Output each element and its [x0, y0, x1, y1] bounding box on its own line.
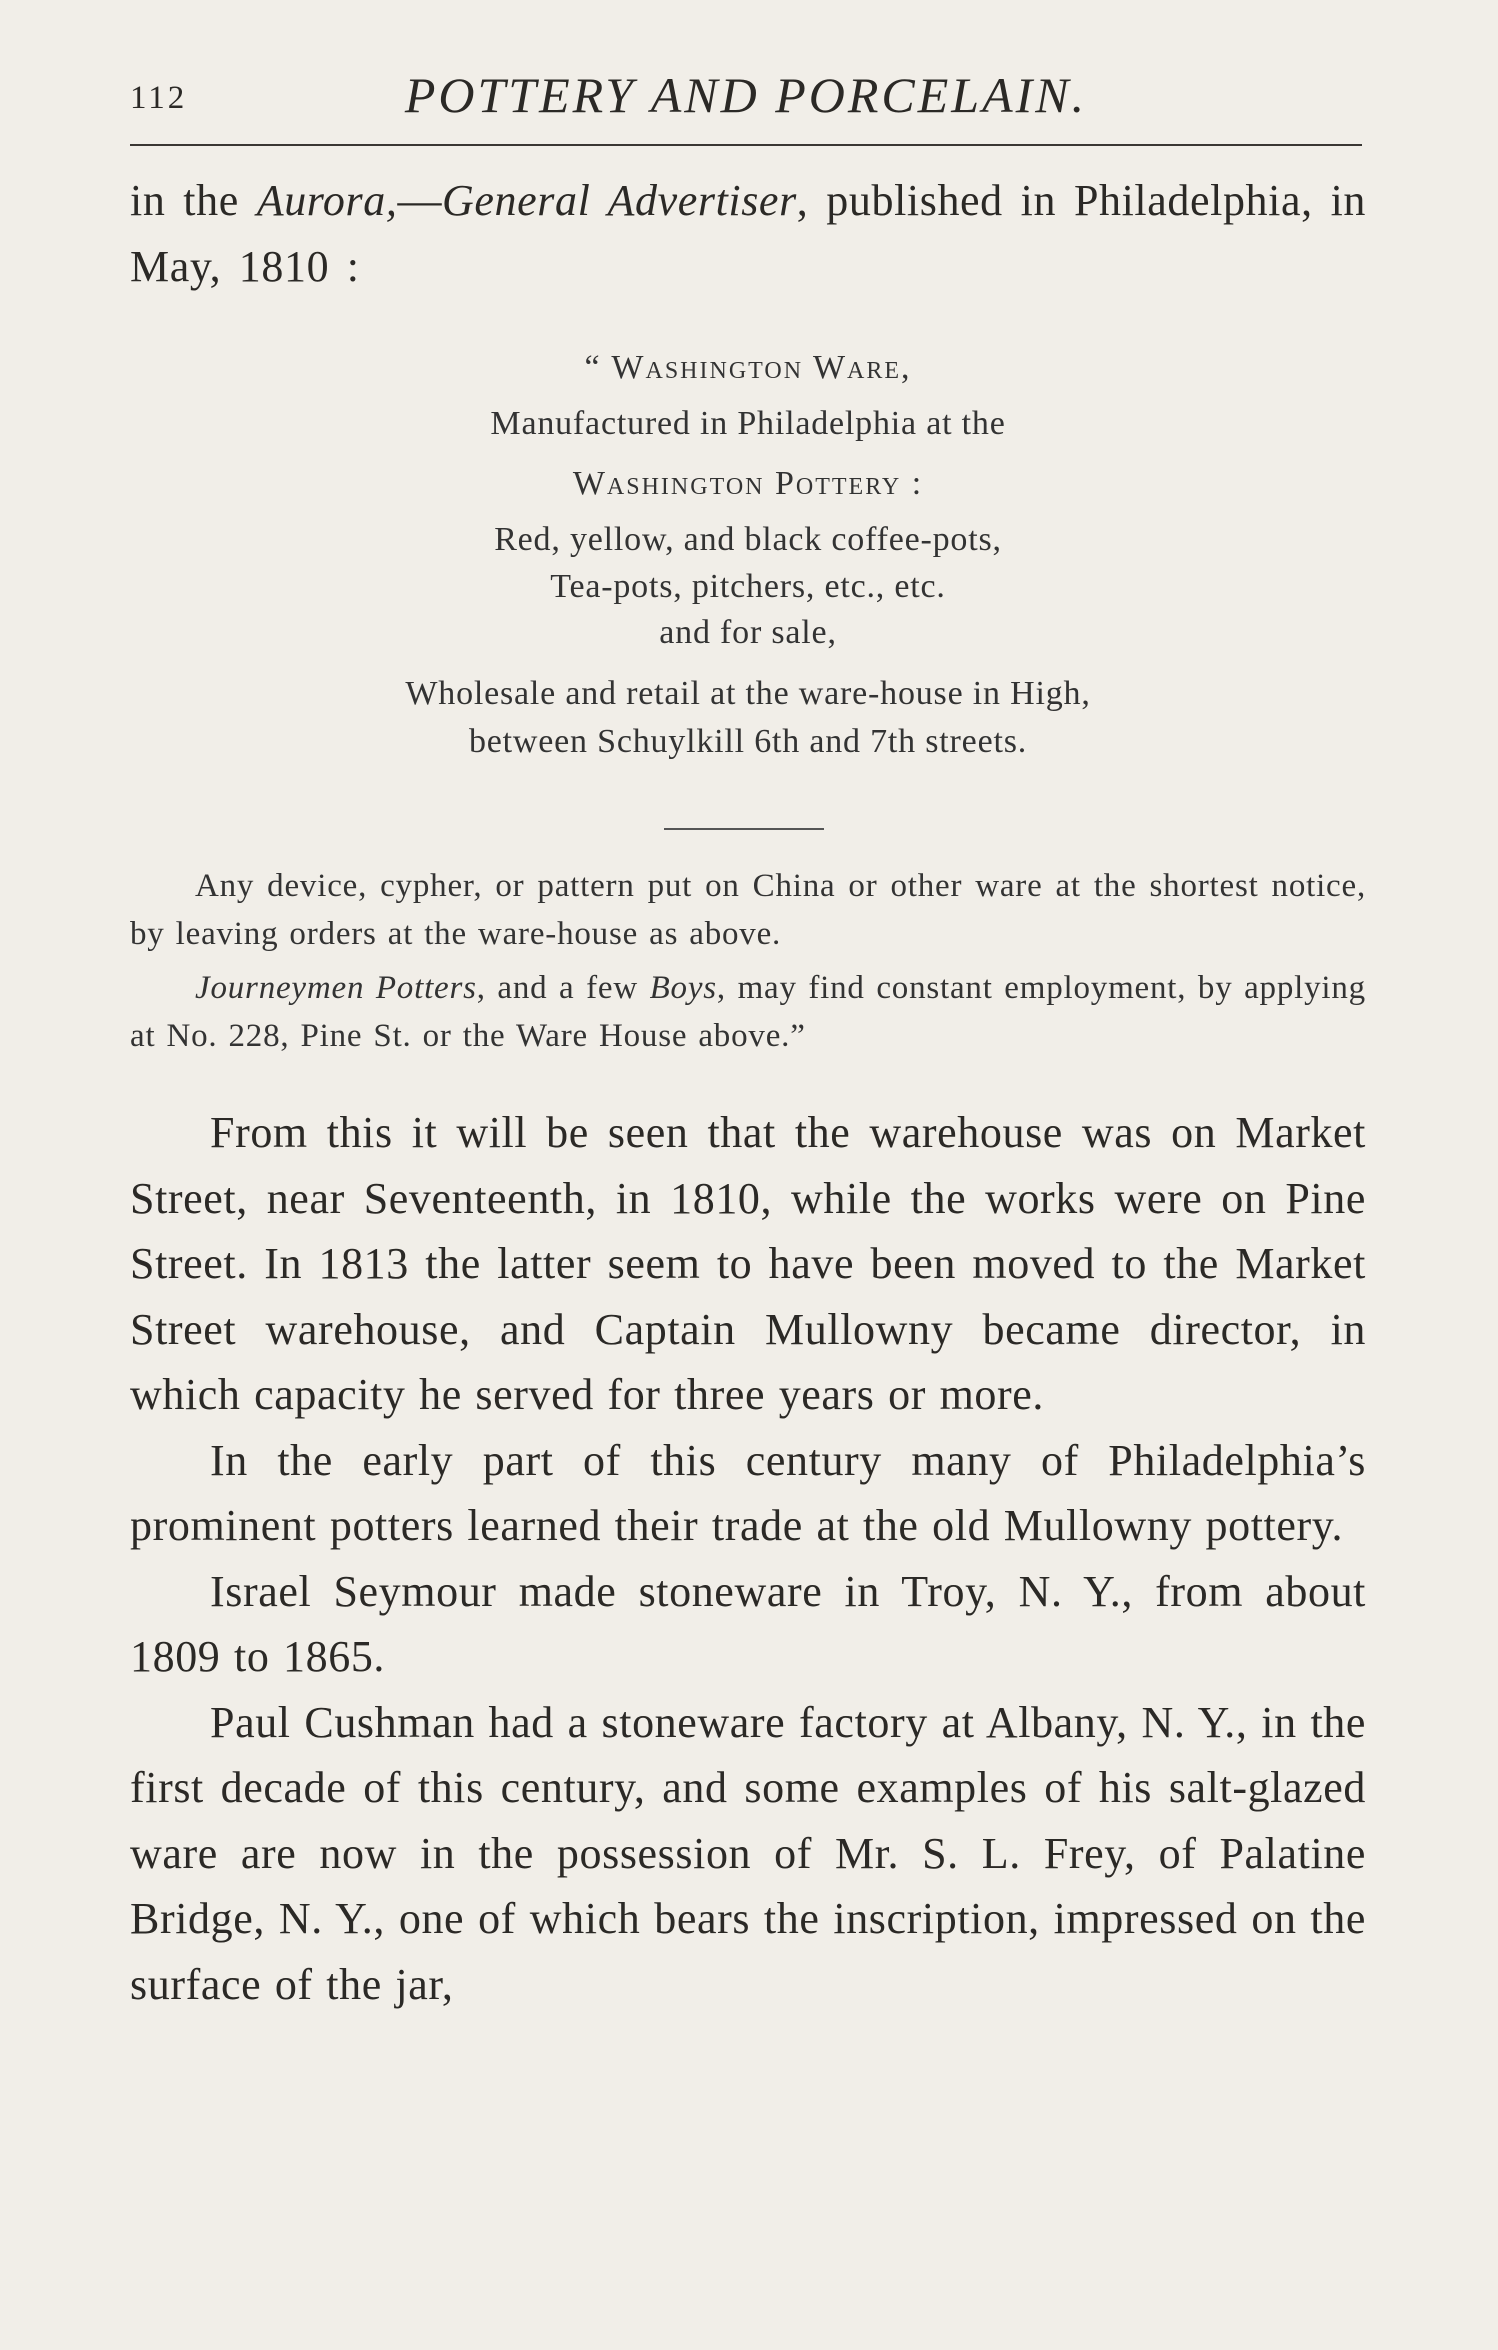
- intro-aurora: Aurora,: [256, 176, 398, 225]
- ad-line-1: “ Washington Ware,: [584, 349, 912, 386]
- header-rule: [130, 144, 1362, 146]
- body-paragraph-4: Paul Cushman had a stoneware factory at Albany, N. Y., in the first decade of this century, and some examples of his salt-glazed ware are now in the possession of Mr. S. L. Frey, of Palatine Bridge, N. Y., one of which bears the inscription, impressed on the surface of the jar,: [130, 1697, 1366, 2009]
- intro-before: in the: [130, 176, 257, 225]
- separator-rule: [664, 828, 824, 830]
- running-title: POTTERY AND PORCELAIN.: [404, 67, 1088, 123]
- intro-after: , published in Philadelphia, in May, 1810 :: [130, 176, 1366, 291]
- notice-paragraph-1: Any device, cypher, or pattern put on China or other ware at the shortest notice, by leaving orders at the ware-house as above.: [130, 868, 1366, 952]
- page-number: 112: [130, 80, 188, 116]
- body-paragraph-1: From this it will be seen that the warehouse was on Market Street, near Seventeenth, in 1810, while the works were on Pine Street. In 1813 the latter seem to have been moved to the Market Street warehouse, and Captain Mullowny became director, in which capacity he served for three years or more.: [130, 1108, 1366, 1419]
- advertisement-block: [130, 340, 1366, 766]
- intro-dash: —: [397, 176, 443, 225]
- notice-text-a: , and a few: [476, 970, 650, 1006]
- notice-boys: Boys: [649, 970, 717, 1006]
- intro-paragraph: [130, 168, 1366, 299]
- running-head: [130, 66, 1362, 126]
- notice-journeymen: Journeymen Potters: [195, 970, 477, 1006]
- body-paragraph-2: In the early part of this century many of Philadelphia’s prominent potters learned their trade at the old Mullowny pottery.: [130, 1435, 1366, 1550]
- body-paragraph-3: Israel Seymour made stoneware in Troy, N. Y., from about 1809 to 1865.: [130, 1566, 1366, 1681]
- ad-line-8: between Schuylkill 6th and 7th streets.: [468, 723, 1028, 760]
- notice-text-b: , may find constant employment, by applying at No. 228, Pine St. or the Ware House above.”: [130, 970, 1366, 1054]
- body-text: [130, 1100, 1366, 2017]
- ad-line-3: Washington Pottery :: [572, 465, 924, 502]
- ad-line-7: Wholesale and retail at the ware-house in High,: [405, 675, 1091, 712]
- intro-advertiser: General Advertiser: [442, 176, 797, 225]
- ad-line-5: Tea-pots, pitchers, etc., etc.: [550, 568, 946, 605]
- notice-paragraph-2: [130, 964, 1366, 1060]
- ad-line-4: Red, yellow, and black coffee-pots,: [494, 521, 1002, 558]
- ad-line-2: Manufactured in Philadelphia at the: [490, 405, 1006, 442]
- ad-line-6: and for sale,: [659, 614, 837, 651]
